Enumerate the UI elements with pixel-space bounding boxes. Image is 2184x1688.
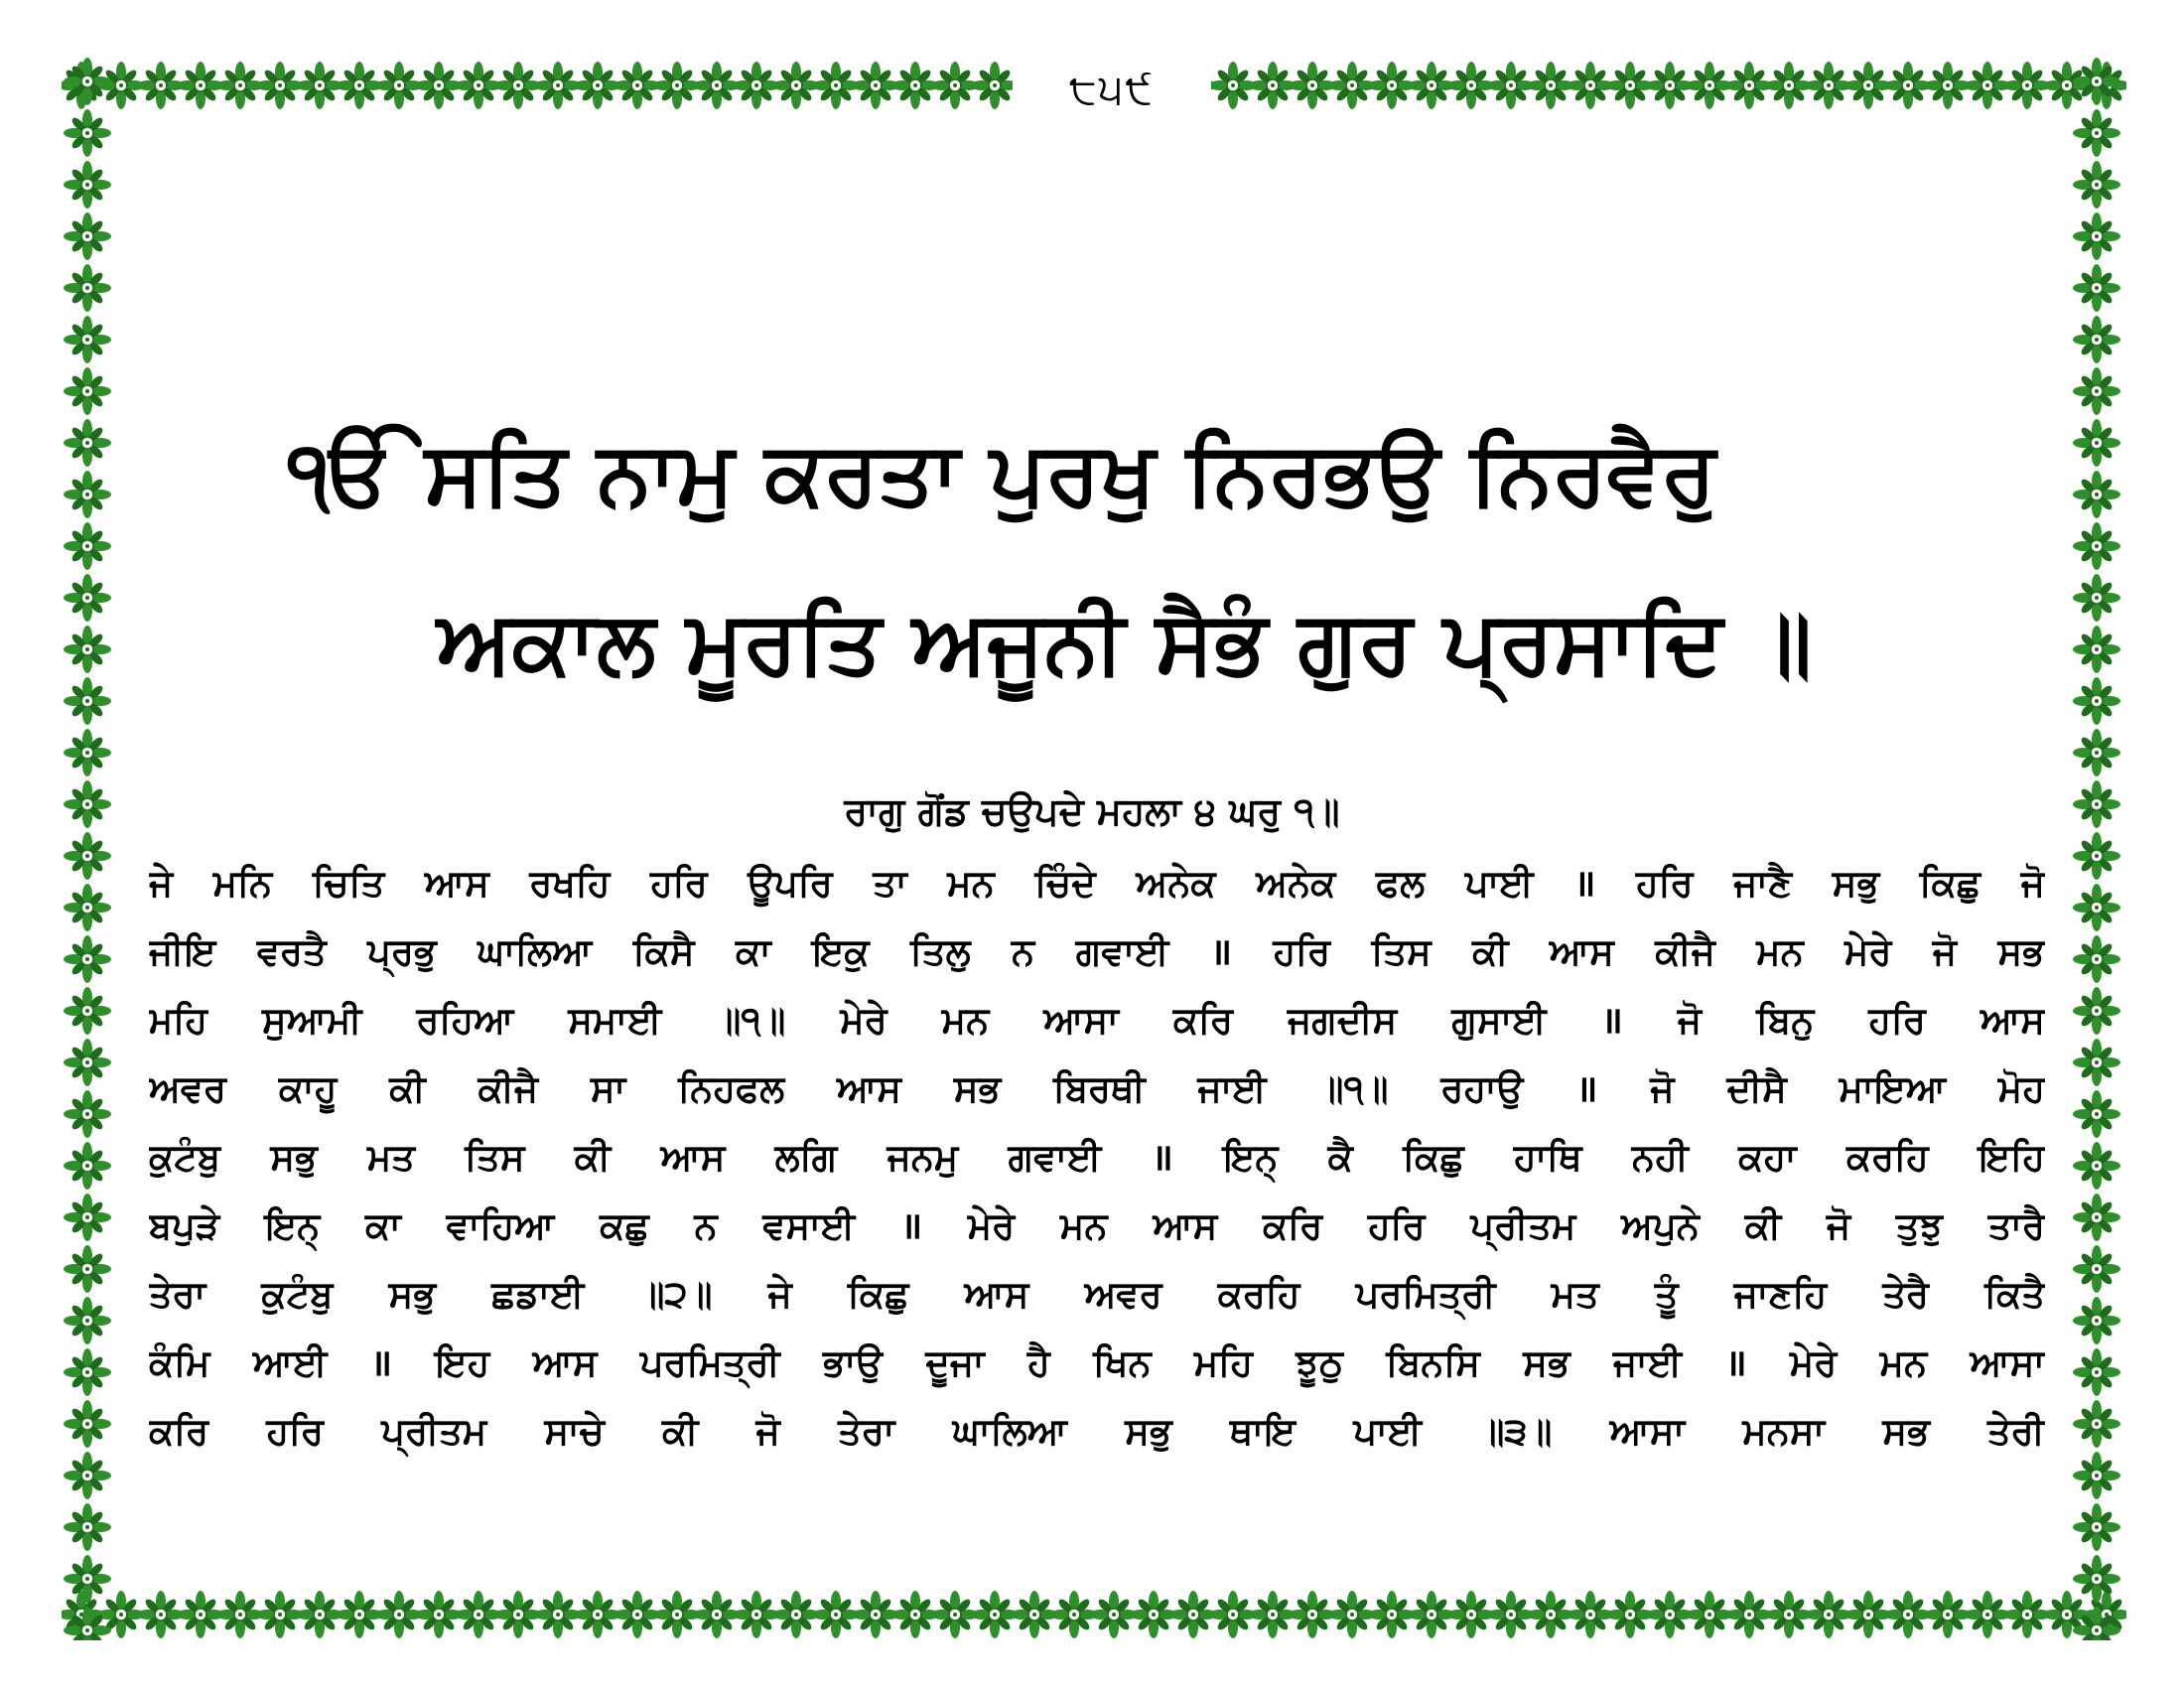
page-number-box	[1013, 60, 1211, 119]
shabad-line: ਕਰਿ ਹਰਿ ਪ੍ਰੀਤਮ ਸਾਚੇ ਕੀ ਜੋ ਤੇਰਾ ਘਾਲਿਆ ਸਭੁ ਥਾਇ ਪਾਈ ॥੩॥ ਆਸਾ ਮਨਸਾ ਸਭ ਤੇਰੀ	[149, 1410, 2045, 1453]
shabad-body	[149, 849, 2045, 1466]
shabad-line: ਜੇ ਮਨਿ ਚਿਤਿ ਆਸ ਰਖਹਿ ਹਰਿ ਊਪਰਿ ਤਾ ਮਨ ਚਿੰਦੇ ਅਨੇਕ ਅਨੇਕ ਫਲ ਪਾਈ ॥ ਹਰਿ ਜਾਣੈ ਸਭੁ ਕਿਛੁ ਜੋ	[149, 862, 2045, 905]
shabad-line: ਕੁਟੰਬੁ ਸਭੁ ਮਤ ਤਿਸ ਕੀ ਆਸ ਲਗਿ ਜਨਮੁ ਗਵਾਈ ॥ ਇਨ੍ ਕੈ ਕਿਛੁ ਹਾਥਿ ਨਹੀ ਕਹਾ ਕਰਹਿ ਇਹਿ	[149, 1136, 2045, 1179]
shabad-line: ਮਹਿ ਸੁਆਮੀ ਰਹਿਆ ਸਮਾਈ ॥੧॥ ਮੇਰੇ ਮਨ ਆਸਾ ਕਰਿ ਜਗਦੀਸ ਗੁਸਾਈ ॥ ਜੋ ਬਿਨੁ ਹਰਿ ਆਸ	[149, 999, 2045, 1042]
border-right	[2067, 56, 2126, 1640]
mool-mantar-line-2: ਅਕਾਲ ਮੂਰਤਿ ਅਜੂਨੀ ਸੈਭੰ ਗੁਰ ਪ੍ਰਸਾਦਿ ॥	[437, 591, 1813, 693]
border-bottom	[62, 1585, 2126, 1640]
shabad-line: ਅਵਰ ਕਾਹੂ ਕੀ ਕੀਜੈ ਸਾ ਨਿਹਫਲ ਆਸ ਸਭ ਬਿਰਥੀ ਜਾਈ ॥੧॥ ਰਹਾਉ ॥ ਜੋ ਦੀਸੈ ਮਾਇਆ ਮੋਹ	[149, 1067, 2045, 1110]
border-left	[58, 56, 117, 1640]
shabad-line: ਕੰਮਿ ਆਈ ॥ ਇਹ ਆਸ ਪਰਮਿਤ੍ਰੀ ਭਾਉ ਦੂਜਾ ਹੈ ਖਿਨ ਮਹਿ ਝੂਠੁ ਬਿਨਸਿ ਸਭ ਜਾਈ ॥ ਮੇਰੇ ਮਨ ਆਸਾ	[149, 1341, 2045, 1384]
shabad-line: ਤੇਰਾ ਕੁਟੰਬੁ ਸਭੁ ਛਡਾਈ ॥੨॥ ਜੇ ਕਿਛੁ ਆਸ ਅਵਰ ਕਰਹਿ ਪਰਮਿਤ੍ਰੀ ਮਤ ਤੂੰ ਜਾਣਹਿ ਤੇਰੈ ਕਿਤੈ	[149, 1273, 2045, 1316]
page-number: ੮੫੯	[1068, 65, 1155, 113]
mool-mantar-line-1: ੴ ਸਤਿ ਨਾਮੁ ਕਰਤਾ ਪੁਰਖੁ ਨਿਰਭਉ ਨਿਰਵੈਰੁ	[288, 422, 1716, 524]
shabad-line: ਜੀਇ ਵਰਤੈ ਪ੍ਰਭੁ ਘਾਲਿਆ ਕਿਸੈ ਕਾ ਇਕੁ ਤਿਲੁ ਨ ਗਵਾਈ ॥ ਹਰਿ ਤਿਸ ਕੀ ਆਸ ਕੀਜੈ ਮਨ ਮੇਰੇ ਜੋ ਸਭ	[149, 930, 2045, 973]
raag-heading: ਰਾਗੁ ਗੋਂਡ ਚਉਪਦੇ ਮਹਲਾ ੪ ਘਰੁ ੧॥	[844, 789, 1340, 833]
shabad-line: ਬਪੁੜੇ ਇਨ੍ ਕਾ ਵਾਹਿਆ ਕਛੁ ਨ ਵਸਾਈ ॥ ਮੇਰੇ ਮਨ ਆਸ ਕਰਿ ਹਰਿ ਪ੍ਰੀਤਮ ਅਪੁਨੇ ਕੀ ਜੋ ਤੁਝੁ ਤਾਰੈ	[149, 1204, 2045, 1247]
